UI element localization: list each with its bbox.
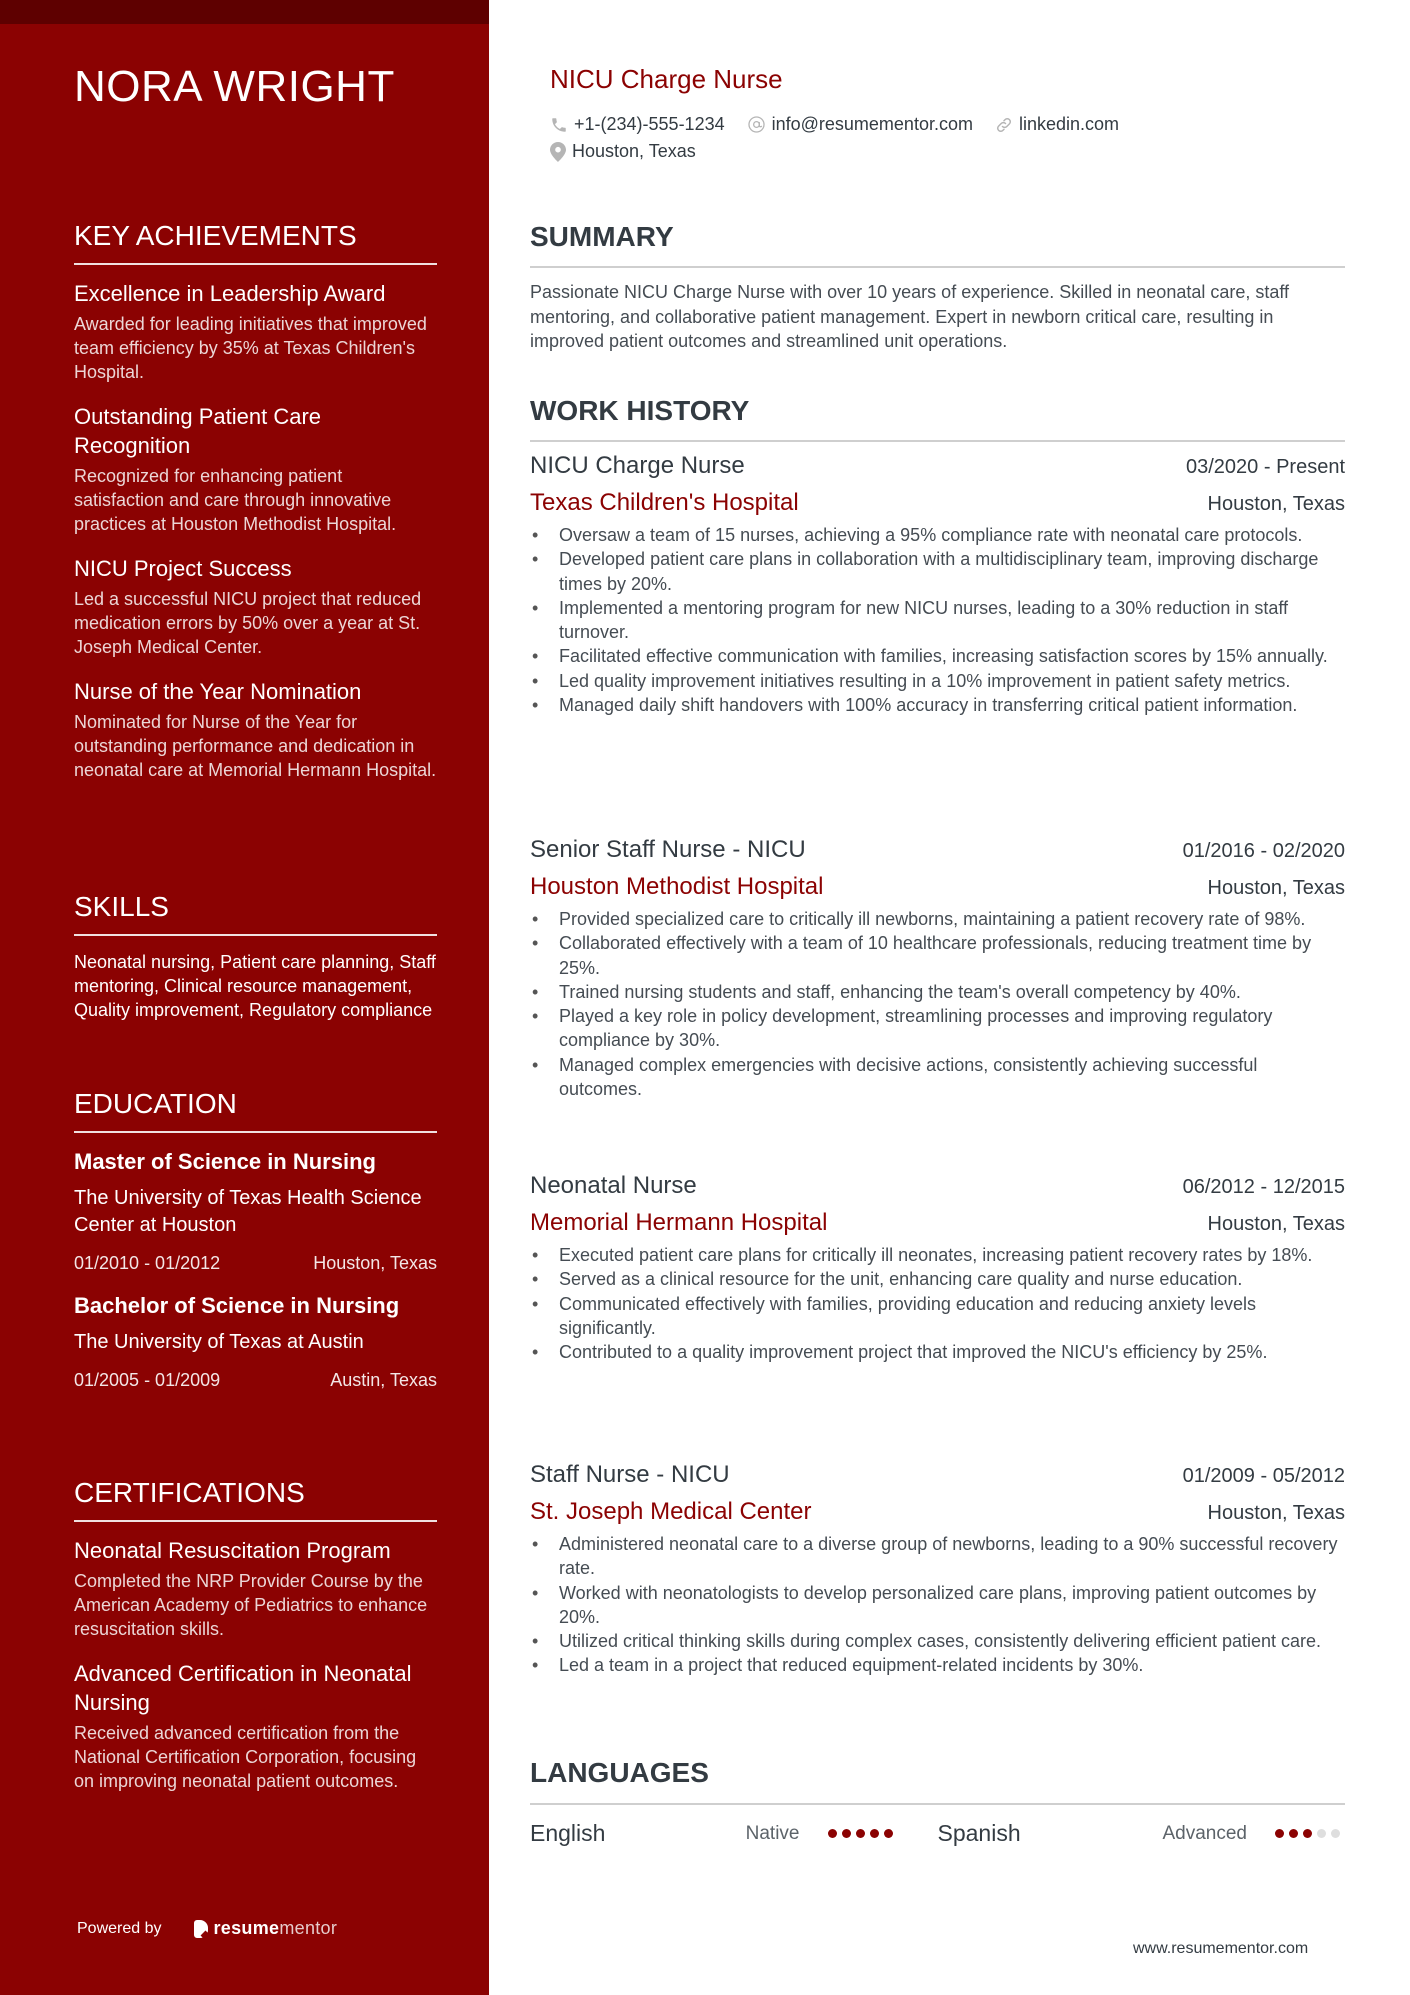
job-company: Texas Children's Hospital (530, 489, 799, 516)
certification-description: Received advanced certification from the National Certification Corporation, focusing on improving neonatal patient outcomes. (74, 1723, 417, 1791)
job-role: NICU Charge Nurse (530, 452, 745, 479)
job-location: Houston, Texas (1207, 1213, 1345, 1235)
contact-linkedin[interactable] (995, 114, 1119, 135)
certification-item (74, 1536, 437, 1641)
language-item (530, 1820, 938, 1847)
achievement-item (74, 279, 437, 384)
dot-filled-icon (870, 1829, 879, 1838)
job-bullet: • Provided specialized care to critically ill newborns, maintaining a patient recovery rate of 98%. (530, 907, 1345, 931)
education-location: Austin, Texas (330, 1370, 437, 1390)
job-location: Houston, Texas (1207, 1502, 1345, 1524)
certifications-section (74, 1476, 437, 1811)
languages-heading: LANGUAGES (530, 1757, 709, 1788)
achievement-title: Excellence in Leadership Award (74, 281, 386, 306)
job-subheader (530, 1209, 1345, 1237)
at-icon (747, 115, 766, 134)
phone-text: +1-(234)-555-1234 (574, 114, 725, 134)
job-entry (530, 836, 1345, 1101)
language-name: English (530, 1820, 606, 1846)
job-header (530, 1172, 1345, 1200)
dot-filled-icon (884, 1829, 893, 1838)
certification-title: Advanced Certification in Neonatal Nursing (74, 1661, 412, 1715)
certification-title: Neonatal Resuscitation Program (74, 1538, 391, 1563)
education-location: Houston, Texas (313, 1253, 437, 1273)
dot-filled-icon (856, 1829, 865, 1838)
achievement-title: Nurse of the Year Nomination (74, 679, 362, 704)
achievement-description: Recognized for enhancing patient satisfaction and care through innovative practices at Houston Methodist Hospital. (74, 466, 397, 534)
email-text: info@resumementor.com (771, 114, 973, 134)
job-bullet: • Developed patient care plans in collaboration with a multidisciplinary team, improving discharge times by 20%. (530, 547, 1345, 596)
skills-heading: SKILLS (74, 891, 169, 922)
contact-phone[interactable] (550, 114, 725, 135)
proficiency-dots (1275, 1829, 1345, 1838)
job-company: Memorial Hermann Hospital (530, 1209, 828, 1236)
job-role: Neonatal Nurse (530, 1172, 697, 1199)
resumementor-logo-icon (194, 1920, 208, 1938)
section-divider (530, 266, 1345, 268)
job-bullet: • Facilitated effective communication with families, increasing satisfaction scores by 15% annually. (530, 644, 1345, 668)
job-bullet: • Led a team in a project that reduced equipment-related incidents by 30%. (530, 1653, 1345, 1677)
job-bullet: • Communicated effectively with families, providing education and reducing anxiety levels significantly. (530, 1292, 1345, 1341)
dot-filled-icon (828, 1829, 837, 1838)
education-school: The University of Texas at Austin (74, 1331, 364, 1353)
skills-list: Neonatal nursing, Patient care planning, Staff mentoring, Clinical resource management, Quality improvement, Regulatory compliance (74, 952, 436, 1020)
job-header (530, 452, 1345, 480)
job-bullets (530, 523, 1345, 717)
map-pin-icon (550, 142, 566, 162)
skills-section (74, 890, 437, 1022)
dot-filled-icon (1289, 1829, 1298, 1838)
summary-text: Passionate NICU Charge Nurse with over 10 years of experience. Skilled in neonatal care, staff mentoring, and collaborative patient management. Expert in newborn critical care, resulting in improved patient outcomes and streamlined unit operations. (530, 282, 1290, 351)
job-bullets (530, 907, 1345, 1101)
job-subheader (530, 873, 1345, 901)
sidebar (0, 0, 489, 1995)
job-bullet: • Oversaw a team of 15 nurses, achieving a 95% compliance rate with neonatal care protocols. (530, 523, 1345, 547)
job-dates: 06/2012 - 12/2015 (1182, 1176, 1345, 1198)
job-bullet: • Played a key role in policy development, streamlining processes and improving regulatory compliance by 30%. (530, 1004, 1345, 1053)
dot-empty-icon (1317, 1829, 1326, 1838)
section-divider (74, 934, 437, 936)
dot-empty-icon (1331, 1829, 1340, 1838)
achievement-item (74, 554, 437, 659)
job-bullet: • Executed patient care plans for critically ill neonates, increasing patient recovery rates by 18%. (530, 1243, 1345, 1267)
sidebar-top-strip (0, 0, 489, 24)
dot-filled-icon (1303, 1829, 1312, 1838)
achievement-title: Outstanding Patient Care Recognition (74, 404, 322, 458)
achievement-description: Led a successful NICU project that reduced medication errors by 50% over a year at St. Joseph Medical Center. (74, 589, 422, 657)
certifications-heading: CERTIFICATIONS (74, 1477, 305, 1508)
section-divider (74, 1520, 437, 1522)
job-dates: 01/2016 - 02/2020 (1182, 840, 1345, 862)
job-entry (530, 1461, 1345, 1678)
education-degree: Bachelor of Science in Nursing (74, 1293, 400, 1318)
section-divider (74, 263, 437, 265)
education-meta (74, 1251, 437, 1275)
job-subheader (530, 489, 1345, 517)
location-row (550, 141, 718, 162)
job-bullet: • Utilized critical thinking skills during complex cases, consistently delivering efficient patient care. (530, 1629, 1345, 1653)
dot-filled-icon (1275, 1829, 1284, 1838)
contact-row (550, 114, 1141, 135)
language-item (938, 1820, 1346, 1847)
candidate-title: NICU Charge Nurse (550, 64, 783, 94)
logo-text-bold: resume (213, 1918, 280, 1938)
dot-filled-icon (842, 1829, 851, 1838)
phone-icon (550, 116, 568, 134)
job-bullet: • Managed complex emergencies with decisive actions, consistently achieving successful outcomes. (530, 1053, 1345, 1102)
language-level: Native (745, 1822, 800, 1844)
achievement-item (74, 677, 437, 782)
summary-heading: SUMMARY (530, 221, 674, 252)
powered-by (77, 1918, 337, 1939)
logo-text-light: mentor (279, 1918, 338, 1938)
job-entry (530, 452, 1345, 717)
contact-email[interactable] (747, 114, 973, 135)
candidate-name: NORA WRIGHT (74, 62, 395, 111)
languages-list (530, 1820, 1345, 1847)
job-dates: 03/2020 - Present (1186, 456, 1345, 478)
language-level: Advanced (1162, 1822, 1247, 1844)
link-icon (995, 116, 1013, 134)
job-role: Staff Nurse - NICU (530, 1461, 730, 1488)
location-text: Houston, Texas (572, 141, 696, 161)
contact-location (550, 141, 696, 162)
achievement-item (74, 402, 437, 536)
job-dates: 01/2009 - 05/2012 (1182, 1465, 1345, 1487)
job-bullet: • Managed daily shift handovers with 100% accuracy in transferring critical patient information. (530, 693, 1345, 717)
achievements-section (74, 219, 437, 800)
job-location: Houston, Texas (1207, 493, 1345, 515)
education-dates: 01/2005 - 01/2009 (74, 1370, 221, 1390)
job-location: Houston, Texas (1207, 877, 1345, 899)
achievements-heading: KEY ACHIEVEMENTS (74, 220, 357, 251)
section-divider (74, 1131, 437, 1133)
education-meta (74, 1368, 437, 1392)
job-bullet: • Served as a clinical resource for the unit, enhancing care quality and nurse education. (530, 1267, 1345, 1291)
powered-by-label: Powered by (77, 1919, 162, 1937)
job-header (530, 836, 1345, 864)
website-link[interactable]: www.resumementor.com (1133, 1940, 1309, 1957)
education-degree: Master of Science in Nursing (74, 1149, 376, 1174)
achievement-description: Awarded for leading initiatives that improved team efficiency by 35% at Texas Children's Hospital. (74, 314, 427, 382)
language-name: Spanish (937, 1820, 1021, 1846)
job-subheader (530, 1498, 1345, 1526)
certification-description: Completed the NRP Provider Course by the American Academy of Pediatrics to enhance resuscitation skills. (74, 1571, 428, 1639)
job-company: St. Joseph Medical Center (530, 1498, 812, 1525)
education-school: The University of Texas Health Science Center at Houston (74, 1187, 422, 1236)
job-company: Houston Methodist Hospital (530, 873, 824, 900)
resumementor-logo[interactable] (194, 1918, 338, 1939)
job-bullets (530, 1243, 1345, 1364)
job-header (530, 1461, 1345, 1489)
job-bullet: • Collaborated effectively with a team of 10 healthcare professionals, reducing treatment time by 25%. (530, 931, 1345, 980)
education-heading: EDUCATION (74, 1088, 237, 1119)
linkedin-text: linkedin.com (1018, 114, 1120, 134)
achievement-description: Nominated for Nurse of the Year for outstanding performance and dedication in neonatal care at Memorial Hermann Hospital. (74, 712, 437, 780)
job-bullets (530, 1532, 1345, 1678)
certification-item (74, 1659, 437, 1793)
work-history-heading: WORK HISTORY (530, 395, 750, 426)
achievement-title: NICU Project Success (74, 556, 292, 581)
job-bullet: • Worked with neonatologists to develop personalized care plans, improving patient outcomes by 20%. (530, 1581, 1345, 1630)
job-bullet: • Led quality improvement initiatives resulting in a 10% improvement in patient safety metrics. (530, 669, 1345, 693)
job-entry (530, 1172, 1345, 1364)
education-item (74, 1291, 437, 1392)
job-bullet: • Contributed to a quality improvement project that improved the NICU's efficiency by 25%. (530, 1340, 1345, 1364)
section-divider (530, 1803, 1345, 1805)
education-section (74, 1087, 437, 1408)
section-divider (530, 440, 1345, 442)
job-role: Senior Staff Nurse - NICU (530, 836, 806, 863)
job-bullet: • Trained nursing students and staff, enhancing the team's overall competency by 40%. (530, 980, 1345, 1004)
job-bullet: • Administered neonatal care to a diverse group of newborns, leading to a 90% successful recovery rate. (530, 1532, 1345, 1581)
job-bullet: • Implemented a mentoring program for new NICU nurses, leading to a 30% reduction in staff turnover. (530, 596, 1345, 645)
education-dates: 01/2010 - 01/2012 (74, 1253, 221, 1273)
proficiency-dots (828, 1829, 898, 1838)
education-item (74, 1147, 437, 1275)
